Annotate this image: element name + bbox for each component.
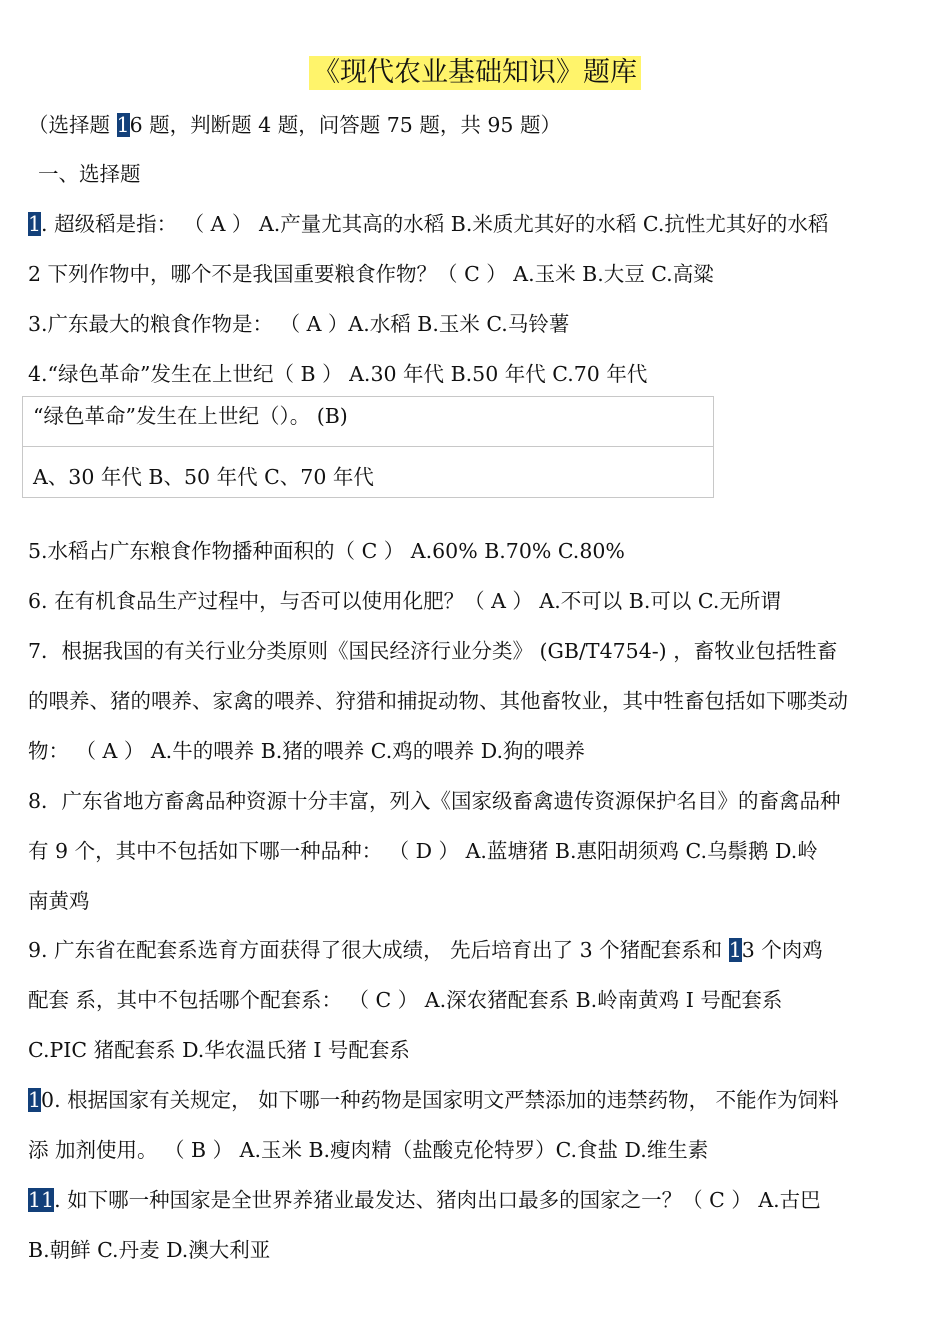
question-3: 3.广东最大的粮食作物是： （ A ）A.水稻 B.玉米 C.马铃薯 bbox=[28, 312, 570, 336]
question-7-line-2: 的喂养、猪的喂养、家禽的喂养、狩猎和捕捉动物、其他畜牧业，其中牲畜包括如下哪类动 bbox=[28, 689, 848, 713]
question-7-line-1: 7．根据我国的有关行业分类原则《国民经济行业分类》 (GB/T4754-) ，畜牧业包括牲畜 bbox=[28, 639, 838, 663]
question-text: 3 个肉鸡 bbox=[741, 938, 823, 962]
question-1 bbox=[28, 211, 928, 237]
question-11-line-1 bbox=[28, 1187, 928, 1213]
table-row bbox=[23, 447, 713, 497]
selection-highlight: 1 bbox=[116, 113, 130, 137]
question-8-line-3: 南黄鸡 bbox=[28, 889, 90, 913]
question-8-line-1: 8．广东省地方畜禽品种资源十分丰富，列入《国家级畜禽遗传资源保护名目》的畜禽品种 bbox=[28, 789, 841, 813]
table-cell: A、30 年代 B、50 年代 C、70 年代 bbox=[33, 465, 374, 489]
embedded-table bbox=[22, 396, 714, 498]
question-6: 6. 在有机食品生产过程中，与否可以使用化肥？（ A ） A.不可以 B.可以 C.无所谓 bbox=[28, 589, 781, 613]
table-cell: “绿色革命”发生在上世纪（）。 (B) bbox=[33, 404, 348, 428]
question-11-line-2: B.朝鲜 C.丹麦 D.澳大利亚 bbox=[28, 1238, 271, 1262]
question-number-highlight: 1 bbox=[28, 1088, 42, 1112]
question-9-line-2: 配套 系，其中不包括哪个配套系： （ C ） A.深农猪配套系 B.岭南黄鸡 I 号配套系 bbox=[28, 988, 783, 1012]
section-heading: 一、选择题 bbox=[38, 162, 141, 186]
question-7-line-3: 物： （ A ） A.牛的喂养 B.猪的喂养 C.鸡的喂养 D.狗的喂养 bbox=[28, 739, 586, 763]
table-row bbox=[23, 397, 713, 447]
page-title: 《现代农业基础知识》题库 bbox=[309, 56, 641, 90]
question-2: 2 下列作物中，哪个不是我国重要粮食作物？（ C ） A.玉米 B.大豆 C.高粱 bbox=[28, 262, 714, 286]
question-text: . 如下哪一种国家是全世界养猪业最发达、猪肉出口最多的国家之一？（ C ） A.古巴 bbox=[54, 1188, 821, 1212]
question-text: 0. 根据国家有关规定， 如下哪一种药物是国家明文严禁添加的违禁药物， 不能作为饲料 bbox=[41, 1088, 839, 1112]
question-number-highlight: 1 bbox=[28, 212, 42, 236]
question-9-line-3: C.PIC 猪配套系 D.华农温氏猪 I 号配套系 bbox=[28, 1038, 410, 1062]
summary-line bbox=[28, 112, 928, 138]
selection-highlight: 1 bbox=[728, 938, 742, 962]
question-text: . 超级稻是指： （ A ） A.产量尤其高的水稻 B.米质尤其好的水稻 C.抗性尤其好的水稻 bbox=[41, 212, 829, 236]
question-8-line-2: 有 9 个，其中不包括如下哪一种品种： （ D ） A.蓝塘猪 B.惠阳胡须鸡 C.乌鬃鹅 D.岭 bbox=[28, 839, 818, 863]
question-4: 4.“绿色革命”发生在上世纪（ B ） A.30 年代 B.50 年代 C.70 年代 bbox=[28, 362, 648, 386]
question-9-line-1 bbox=[28, 937, 928, 963]
summary-suffix: 6 题，判断题 4 题，问答题 75 题，共 95 题） bbox=[129, 113, 561, 137]
title-container bbox=[0, 56, 950, 90]
question-5: 5.水稻占广东粮食作物播种面积的（ C ） A.60% B.70% C.80% bbox=[28, 539, 625, 563]
question-number-highlight: 11 bbox=[28, 1188, 55, 1212]
summary-prefix: （选择题 bbox=[28, 113, 117, 137]
question-text: 9. 广东省在配套系选育方面获得了很大成绩， 先后培育出了 3 个猪配套系和 bbox=[28, 938, 729, 962]
question-10-line-2: 添 加剂使用。 （ B ） A.玉米 B.瘦肉精（盐酸克伦特罗）C.食盐 D.维生素 bbox=[28, 1138, 709, 1162]
question-10-line-1 bbox=[28, 1087, 928, 1113]
